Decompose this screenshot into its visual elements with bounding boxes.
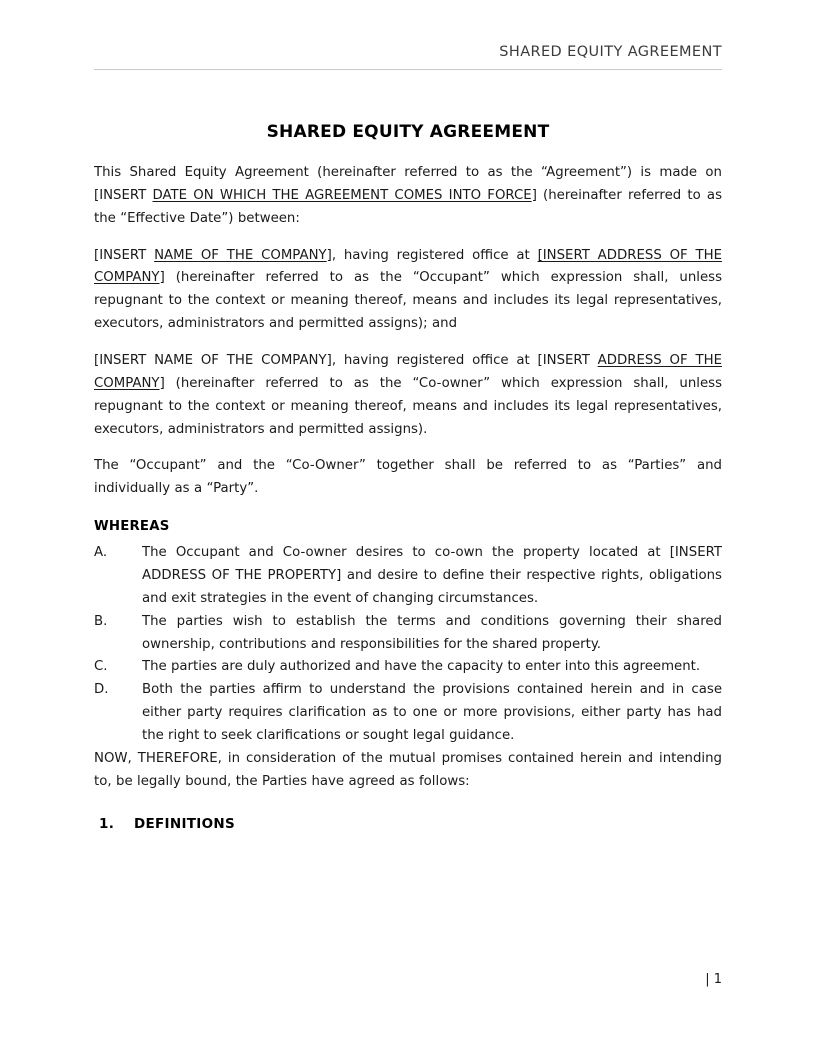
page-header — [94, 44, 722, 70]
coowner-placeholder-address: ADDRESS OF THE COMPANY — [94, 353, 722, 391]
list-item — [94, 611, 722, 657]
paragraph-coowner — [94, 350, 722, 441]
occupant-placeholder-address: [INSERT ADDRESS OF THE COMPANY — [94, 247, 723, 286]
whereas-heading: WHEREAS — [94, 519, 170, 535]
coowner-text-1: [INSERT NAME OF THE COMPANY], having registered office at [INSERT — [94, 353, 598, 369]
header-title: SHARED EQUITY AGREEMENT — [499, 44, 722, 60]
list-item — [94, 656, 722, 679]
occupant-text-1: [INSERT — [94, 247, 155, 263]
occupant-text-3: ] (hereinafter referred to as the “Occupant” which expression shall, unless repugnant to the context or meaning thereof, means and includes its legal representatives, executors, administrators and permitted assigns); and — [94, 270, 722, 332]
section-heading-definitions — [94, 816, 722, 832]
preamble-text-1: This Shared Equity Agreement (hereinafter referred to as the “Agreement”) is made on [INSERT — [94, 165, 722, 203]
occupant-text-2: ], having registered office at — [326, 247, 538, 263]
occupant-placeholder-name: NAME OF THE COMPANY — [154, 247, 327, 263]
list-item-text: The parties wish to establish the terms and conditions governing their shared ownership, contributions and responsibilities for the shared property. — [142, 613, 722, 652]
list-item-text: The parties are duly authorized and have the capacity to enter into this agreement. — [142, 659, 701, 675]
page-footer — [94, 972, 722, 987]
paragraph-preamble — [94, 162, 722, 231]
document-title: SHARED EQUITY AGREEMENT — [266, 122, 550, 142]
list-item-marker: D. — [94, 682, 109, 698]
section-number: 1. — [99, 815, 115, 832]
preamble-placeholder-date: DATE ON WHICH THE AGREEMENT COMES INTO FORCE — [152, 187, 532, 203]
list-item-marker: A. — [94, 545, 108, 561]
list-item — [94, 679, 722, 748]
whereas-list — [94, 542, 722, 748]
section-title: DEFINITIONS — [134, 815, 236, 832]
document-body — [94, 122, 722, 832]
preamble-text-2: ] (hereinafter referred to as the “Effective Date”) between: — [94, 187, 723, 226]
list-item-text: Both the parties affirm to understand the provisions contained herein and in case either party requires clarification as to one or more provisions, either party has had the right to seek clarifications or sought legal guidance. — [142, 682, 722, 744]
list-item-marker: B. — [94, 613, 108, 629]
list-item — [94, 542, 722, 611]
coowner-text-2: ] (hereinafter referred to as the “Co-owner” which expression shall, unless repugnant to the context or meaning thereof, means and includes its legal representatives, executors, administrators and permitted assigns). — [94, 375, 722, 437]
list-item-marker: C. — [94, 659, 108, 675]
list-item-text: The Occupant and Co-owner desires to co-own the property located at [INSERT ADDRESS OF THE PROPERTY] and desire to define their respective rights, obligations and exit strategies in the event of changing circumstances. — [142, 545, 722, 606]
paragraph-parties: The “Occupant” and the “Co-Owner” together shall be referred to as “Parties” and individually as a “Party”. — [94, 458, 722, 497]
paragraph-now-therefore: NOW, THEREFORE, in consideration of the mutual promises contained herein and intending to, be legally bound, the Parties have agreed as follows: — [94, 750, 722, 789]
paragraph-occupant — [94, 245, 722, 336]
page-number: | 1 — [705, 972, 722, 987]
header-divider — [94, 69, 722, 70]
